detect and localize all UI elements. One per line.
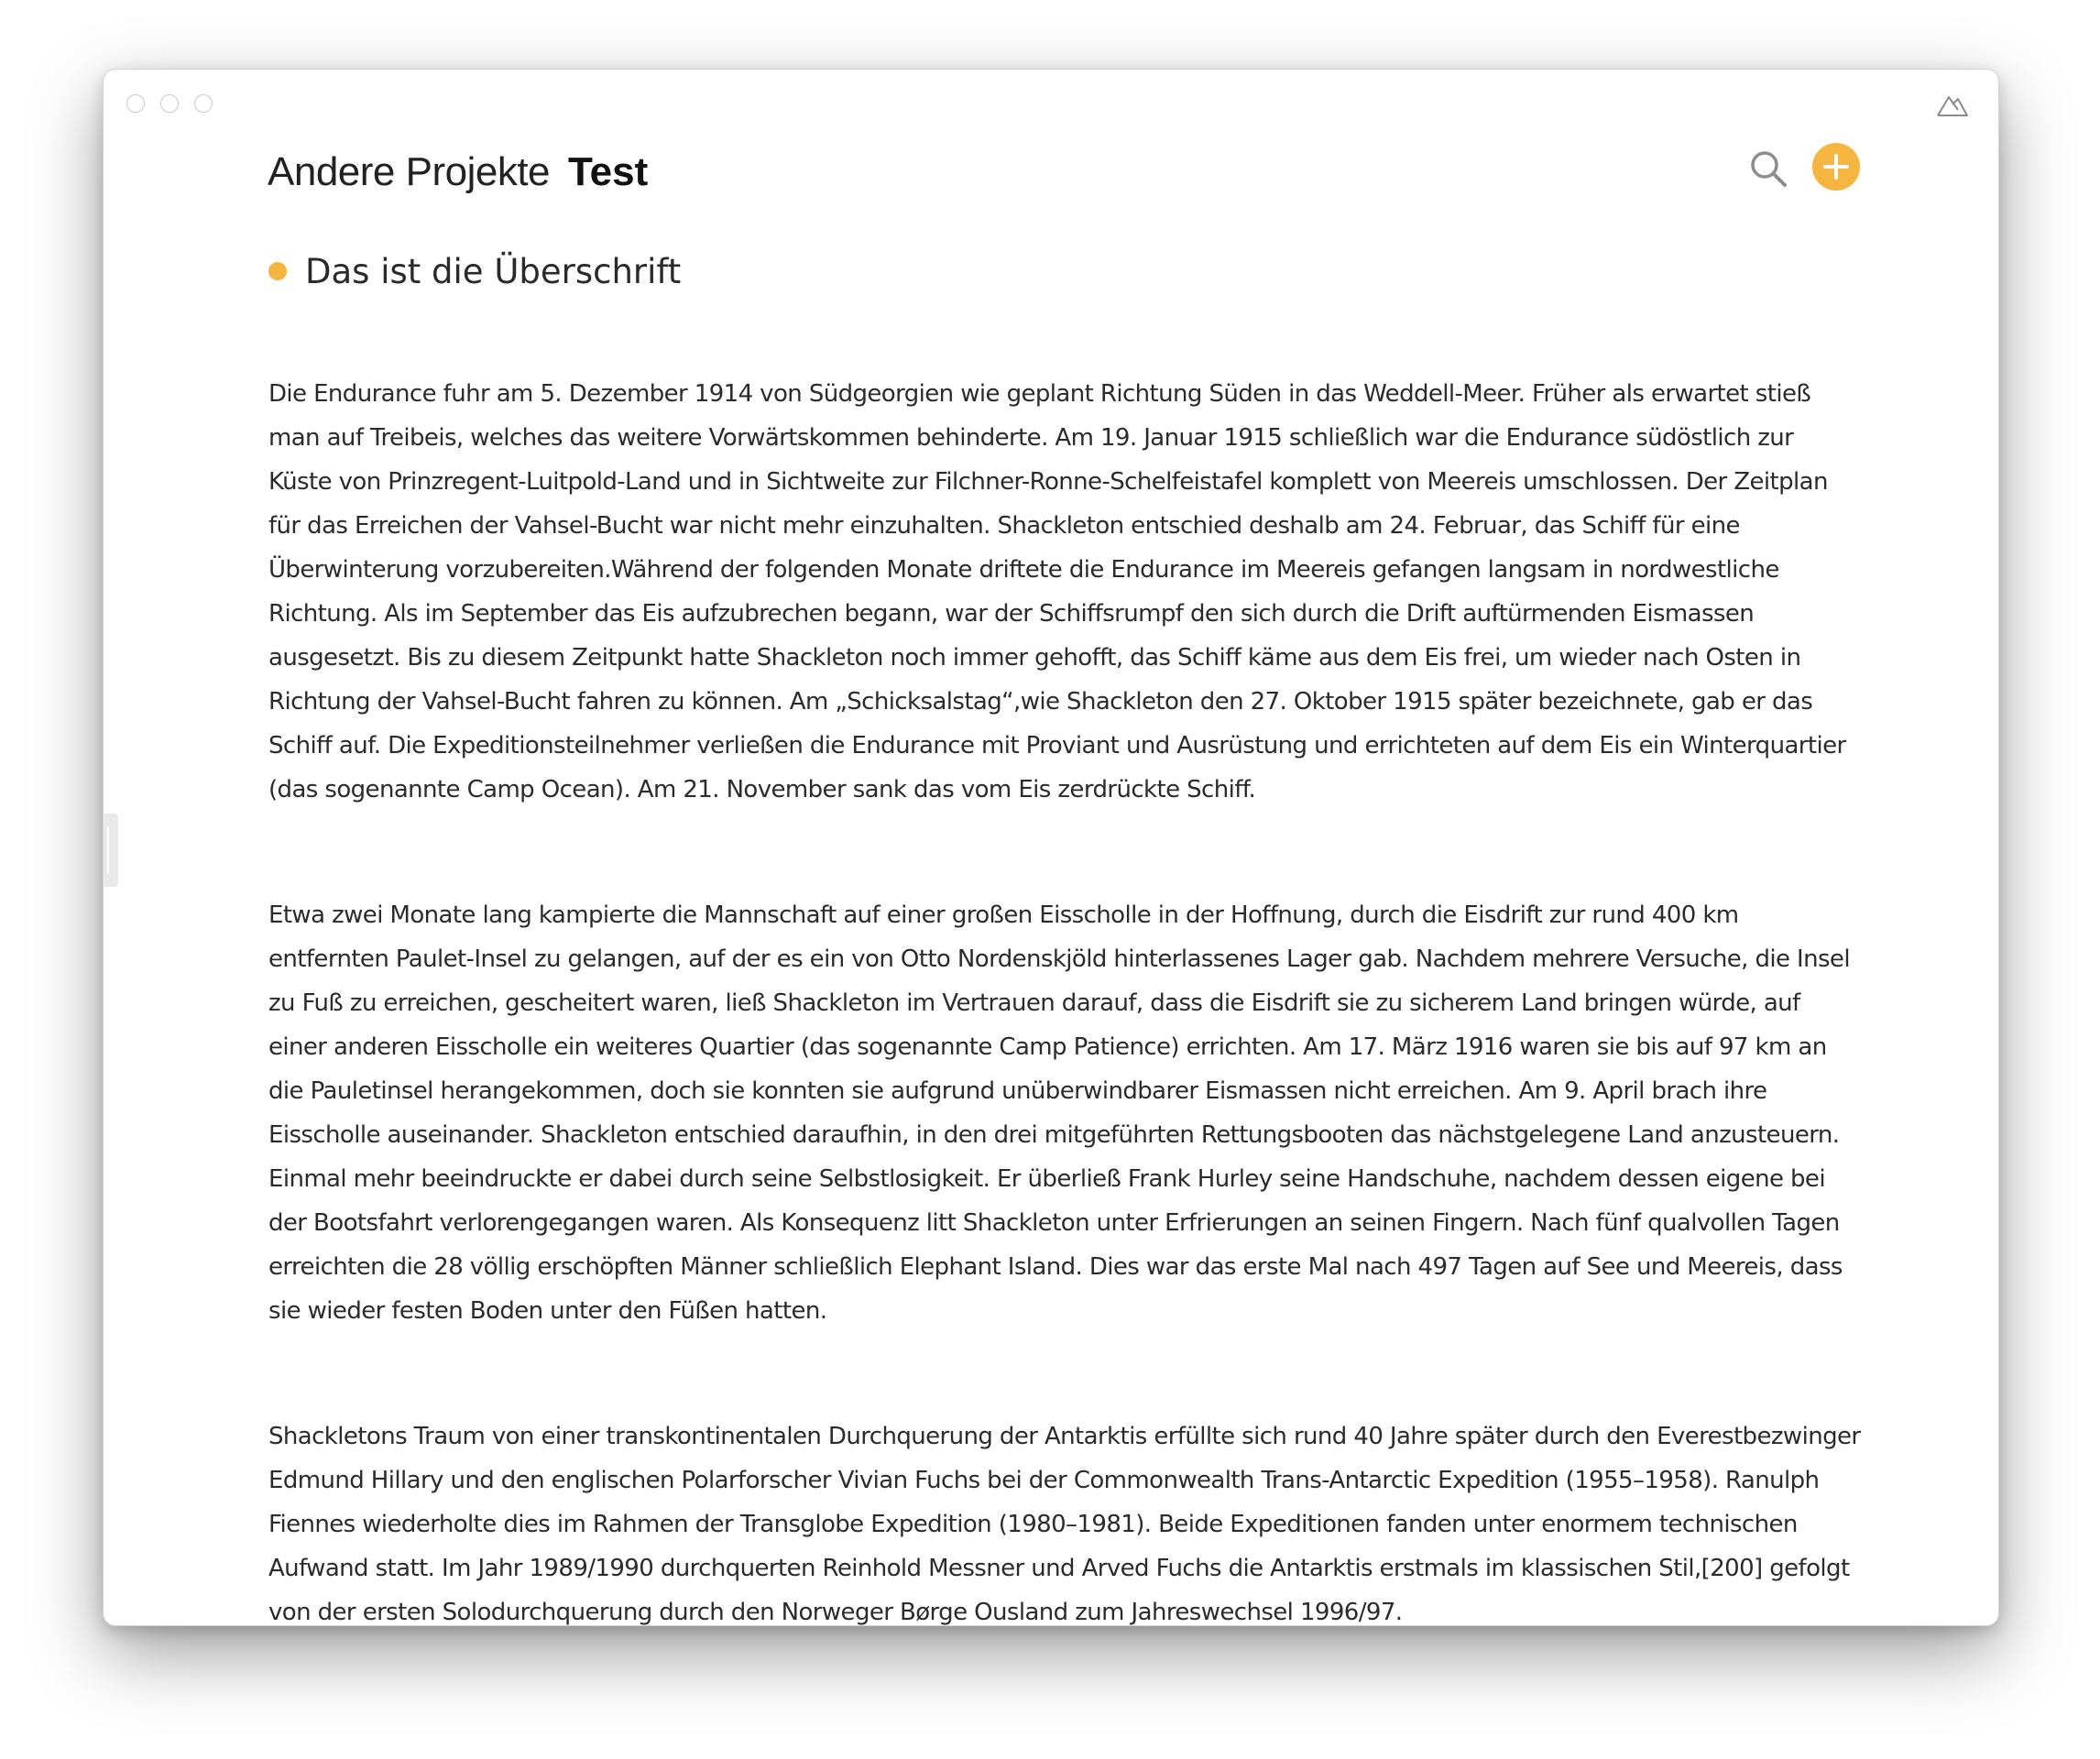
page-title bbox=[268, 136, 648, 209]
zoom-window-button[interactable] bbox=[194, 94, 213, 113]
document-name: Test bbox=[568, 149, 649, 194]
sidebar-drag-handle[interactable] bbox=[104, 814, 118, 887]
search-icon bbox=[1746, 147, 1790, 191]
project-name[interactable]: Andere Projekte bbox=[268, 149, 551, 194]
document-body[interactable] bbox=[268, 372, 1863, 1626]
heading-text: Das ist die Überschrift bbox=[305, 251, 682, 291]
app-window bbox=[103, 69, 1999, 1626]
mountains-icon[interactable] bbox=[1934, 92, 1971, 119]
add-button[interactable] bbox=[1812, 143, 1860, 191]
window-controls bbox=[126, 94, 213, 113]
paragraph: Die Endurance fuhr am 5. Dezember 1914 von Südgeorgien wie geplant Richtung Süden in das Weddell-Meer. Früher als erwartet stieß man auf Treibeis, welches das weitere Vorwärtskommen behinderte. Am 19. Januar 1915 schließlich war die Endurance südöstlich zur Küste von Prinzregent-Luitpold-Land und in Sichtweite zur Filchner-Ronne-Schelfeistafel komplett von Meereis umschlossen. Der Zeitplan für das Erreichen der Vahsel-Bucht war nicht mehr einzuhalten. Shackleton entschied deshalb am 24. Februar, das Schiff für eine Überwinterung vorzubereiten.Während der folgenden Monate driftete die Endurance im Meereis gefangen langsam in nordwestliche Richtung. Als im September das Eis aufzubrechen begann, war der Schiffsrumpf den sich durch die Drift auftürmenden Eismassen ausgesetzt. Bis zu diesem Zeitpunkt hatte Shackleton noch immer gehofft, das Schiff käme aus dem Eis frei, um wieder nach Osten in Richtung der Vahsel-Bucht fahren zu können. Am „Schicksalstag“,wie Shackleton den 27. Oktober 1915 später bezeichnete, gab er das Schiff auf. Die Expeditionsteilnehmer verließen die Endurance mit Proviant und Ausrüstung und errichteten auf dem Eis ein Winterquartier (das sogenannte Camp Ocean). Am 21. November sank das vom Eis zerdrückte Schiff. bbox=[268, 380, 1846, 803]
search-button[interactable] bbox=[1746, 147, 1790, 191]
section-heading[interactable] bbox=[268, 244, 681, 299]
plus-icon bbox=[1812, 143, 1860, 191]
close-window-button[interactable] bbox=[126, 94, 145, 113]
paragraph: Etwa zwei Monate lang kampierte die Mannschaft auf einer großen Eisscholle in der Hoffnung, durch die Eisdrift zur rund 400 km entfernten Paulet-Insel zu gelangen, auf der es ein von Otto Nordenskjöld hinterlassenes Lager gab. Nachdem mehrere Versuche, die Insel zu Fuß zu erreichen, gescheitert waren, ließ Shackleton im Vertrauen darauf, dass die Eisdrift sie zu sicherem Land bringen würde, auf einer anderen Eisscholle ein weiteres Quartier (das sogenannte Camp Patience) errichten. Am 17. März 1916 waren sie bis auf 97 km an die Pauletinsel herangekommen, doch sie konnten sie aufgrund unüberwindbarer Eismassen nicht erreichen. Am 9. April brach ihre Eisscholle auseinander. Shackleton entschied daraufhin, in den drei mitgeführten Rettungsbooten das nächstgelegene Land anzusteuern. Einmal mehr beeindruckte er dabei durch seine Selbstlosigkeit. Er überließ Frank Hurley seine Handschuhe, nachdem dessen eigene bei der Bootsfahrt verlorengegangen waren. Als Konsequenz litt Shackleton unter Erfrierungen an seinen Fingern. Nach fünf qualvollen Tagen erreichten die 28 völlig erschöpften Männer schließlich Elephant Island. Dies war das erste Mal nach 497 Tagen auf See und Meereis, dass sie wieder festen Boden unter den Füßen hatten. bbox=[268, 901, 1850, 1325]
paragraph: Shackletons Traum von einer transkontinentalen Durchquerung der Antarktis erfüllte sich rund 40 Jahre später durch den Everestbezwinger Edmund Hillary und den englischen Polarforscher Vivian Fuchs bei der Commonwealth Trans-Antarctic Expedition (1955–1958). Ranulph Fiennes wiederholte dies im Rahmen der Transglobe Expedition (1980–1981). Beide Expeditionen fanden unter enormem technischen Aufwand statt. Im Jahr 1989/1990 durchquerten Reinhold Messner und Arved Fuchs die Antarktis erstmals im klassischen Stil,[200] gefolgt von der ersten Solodurchquerung durch den Norweger Børge Ousland zum Jahreswechsel 1996/97. bbox=[268, 1423, 1861, 1626]
minimize-window-button[interactable] bbox=[160, 94, 179, 113]
heading-bullet-icon bbox=[268, 262, 287, 280]
